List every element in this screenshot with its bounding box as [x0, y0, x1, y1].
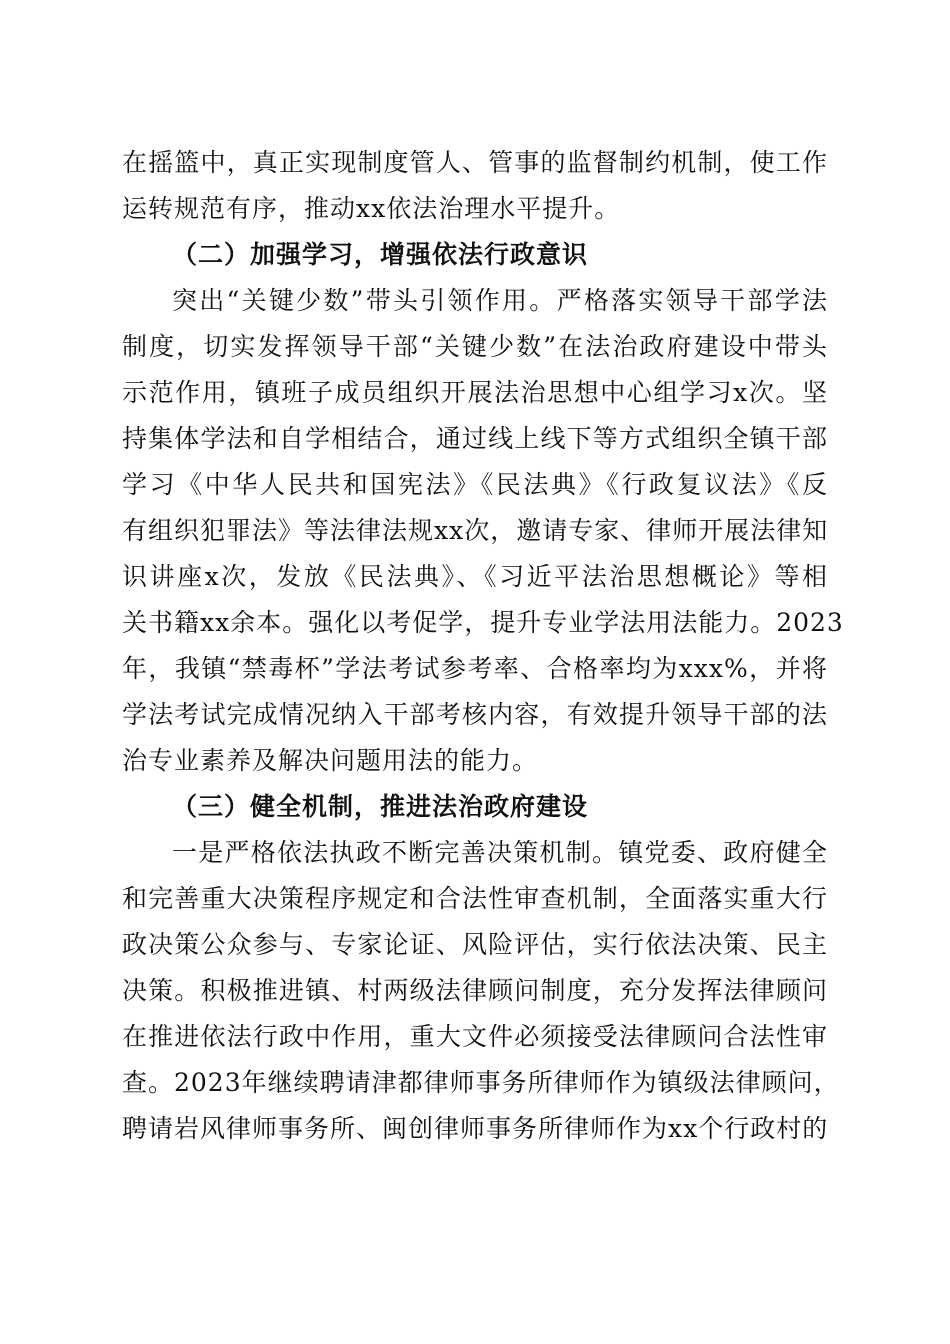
paragraph-line: 政决策公众参与、专家论证、风险评估，实行依法决策、民主 [122, 930, 828, 959]
paragraph-line: 在摇篮中，真正实现制度管人、管事的监督制约机制，使工作 [122, 148, 828, 177]
paragraph-line: 持集体学法和自学相结合，通过线上线下等方式组织全镇干部 [122, 424, 828, 453]
paragraph-line: 有组织犯罪法》等法律法规xx次，邀请专家、律师开展法律知 [122, 516, 829, 545]
paragraph-line: 识讲座x次，发放《民法典》、《习近平法治思想概论》等相 [122, 562, 828, 591]
paragraph-line: 关书籍xx余本。强化以考促学，提升专业学法用法能力。2023 [122, 608, 844, 637]
paragraph-line: 突出“关键少数”带头引领作用。严格落实领导干部学法 [172, 286, 828, 315]
section-heading-two: （二）加强学习，增强依法行政意识 [172, 240, 589, 269]
paragraph-line: 示范作用，镇班子成员组织开展法治思想中心组学习x次。坚 [122, 378, 828, 407]
paragraph-line: 在推进依法行政中作用，重大文件必须接受法律顾问合法性审 [122, 1022, 828, 1051]
paragraph-line: 学习《中华人民共和国宪法》《民法典》《行政复议法》《反 [122, 470, 828, 499]
paragraph-line: 聘请岩风律师事务所、闽创律师事务所律师作为xx个行政村的 [122, 1114, 829, 1143]
paragraph-line: 年，我镇“禁毒杯”学法考试参考率、合格率均为xxx%，并将 [122, 654, 828, 683]
paragraph-line: 一是严格依法执政不断完善决策机制。镇党委、政府健全 [172, 838, 828, 867]
document-body [122, 140, 844, 1152]
paragraph-line: 和完善重大决策程序规定和合法性审查机制，全面落实重大行 [122, 884, 828, 913]
paragraph-line: 制度，切实发挥领导干部“关键少数”在法治政府建设中带头 [122, 332, 828, 361]
paragraph-line: 决策。积极推进镇、村两级法律顾问制度，充分发挥法律顾问 [122, 976, 828, 1005]
paragraph-line: 学法考试完成情况纳入干部考核内容，有效提升领导干部的法 [122, 700, 828, 729]
paragraph-line: 运转规范有序，推动xx依法治理水平提升。 [122, 194, 621, 223]
paragraph-line: 治专业素养及解决问题用法的能力。 [122, 746, 539, 775]
paragraph-line: 查。2023年继续聘请津都律师事务所律师作为镇级法律顾问， [122, 1068, 840, 1097]
section-heading-three: （三）健全机制，推进法治政府建设 [172, 792, 589, 821]
